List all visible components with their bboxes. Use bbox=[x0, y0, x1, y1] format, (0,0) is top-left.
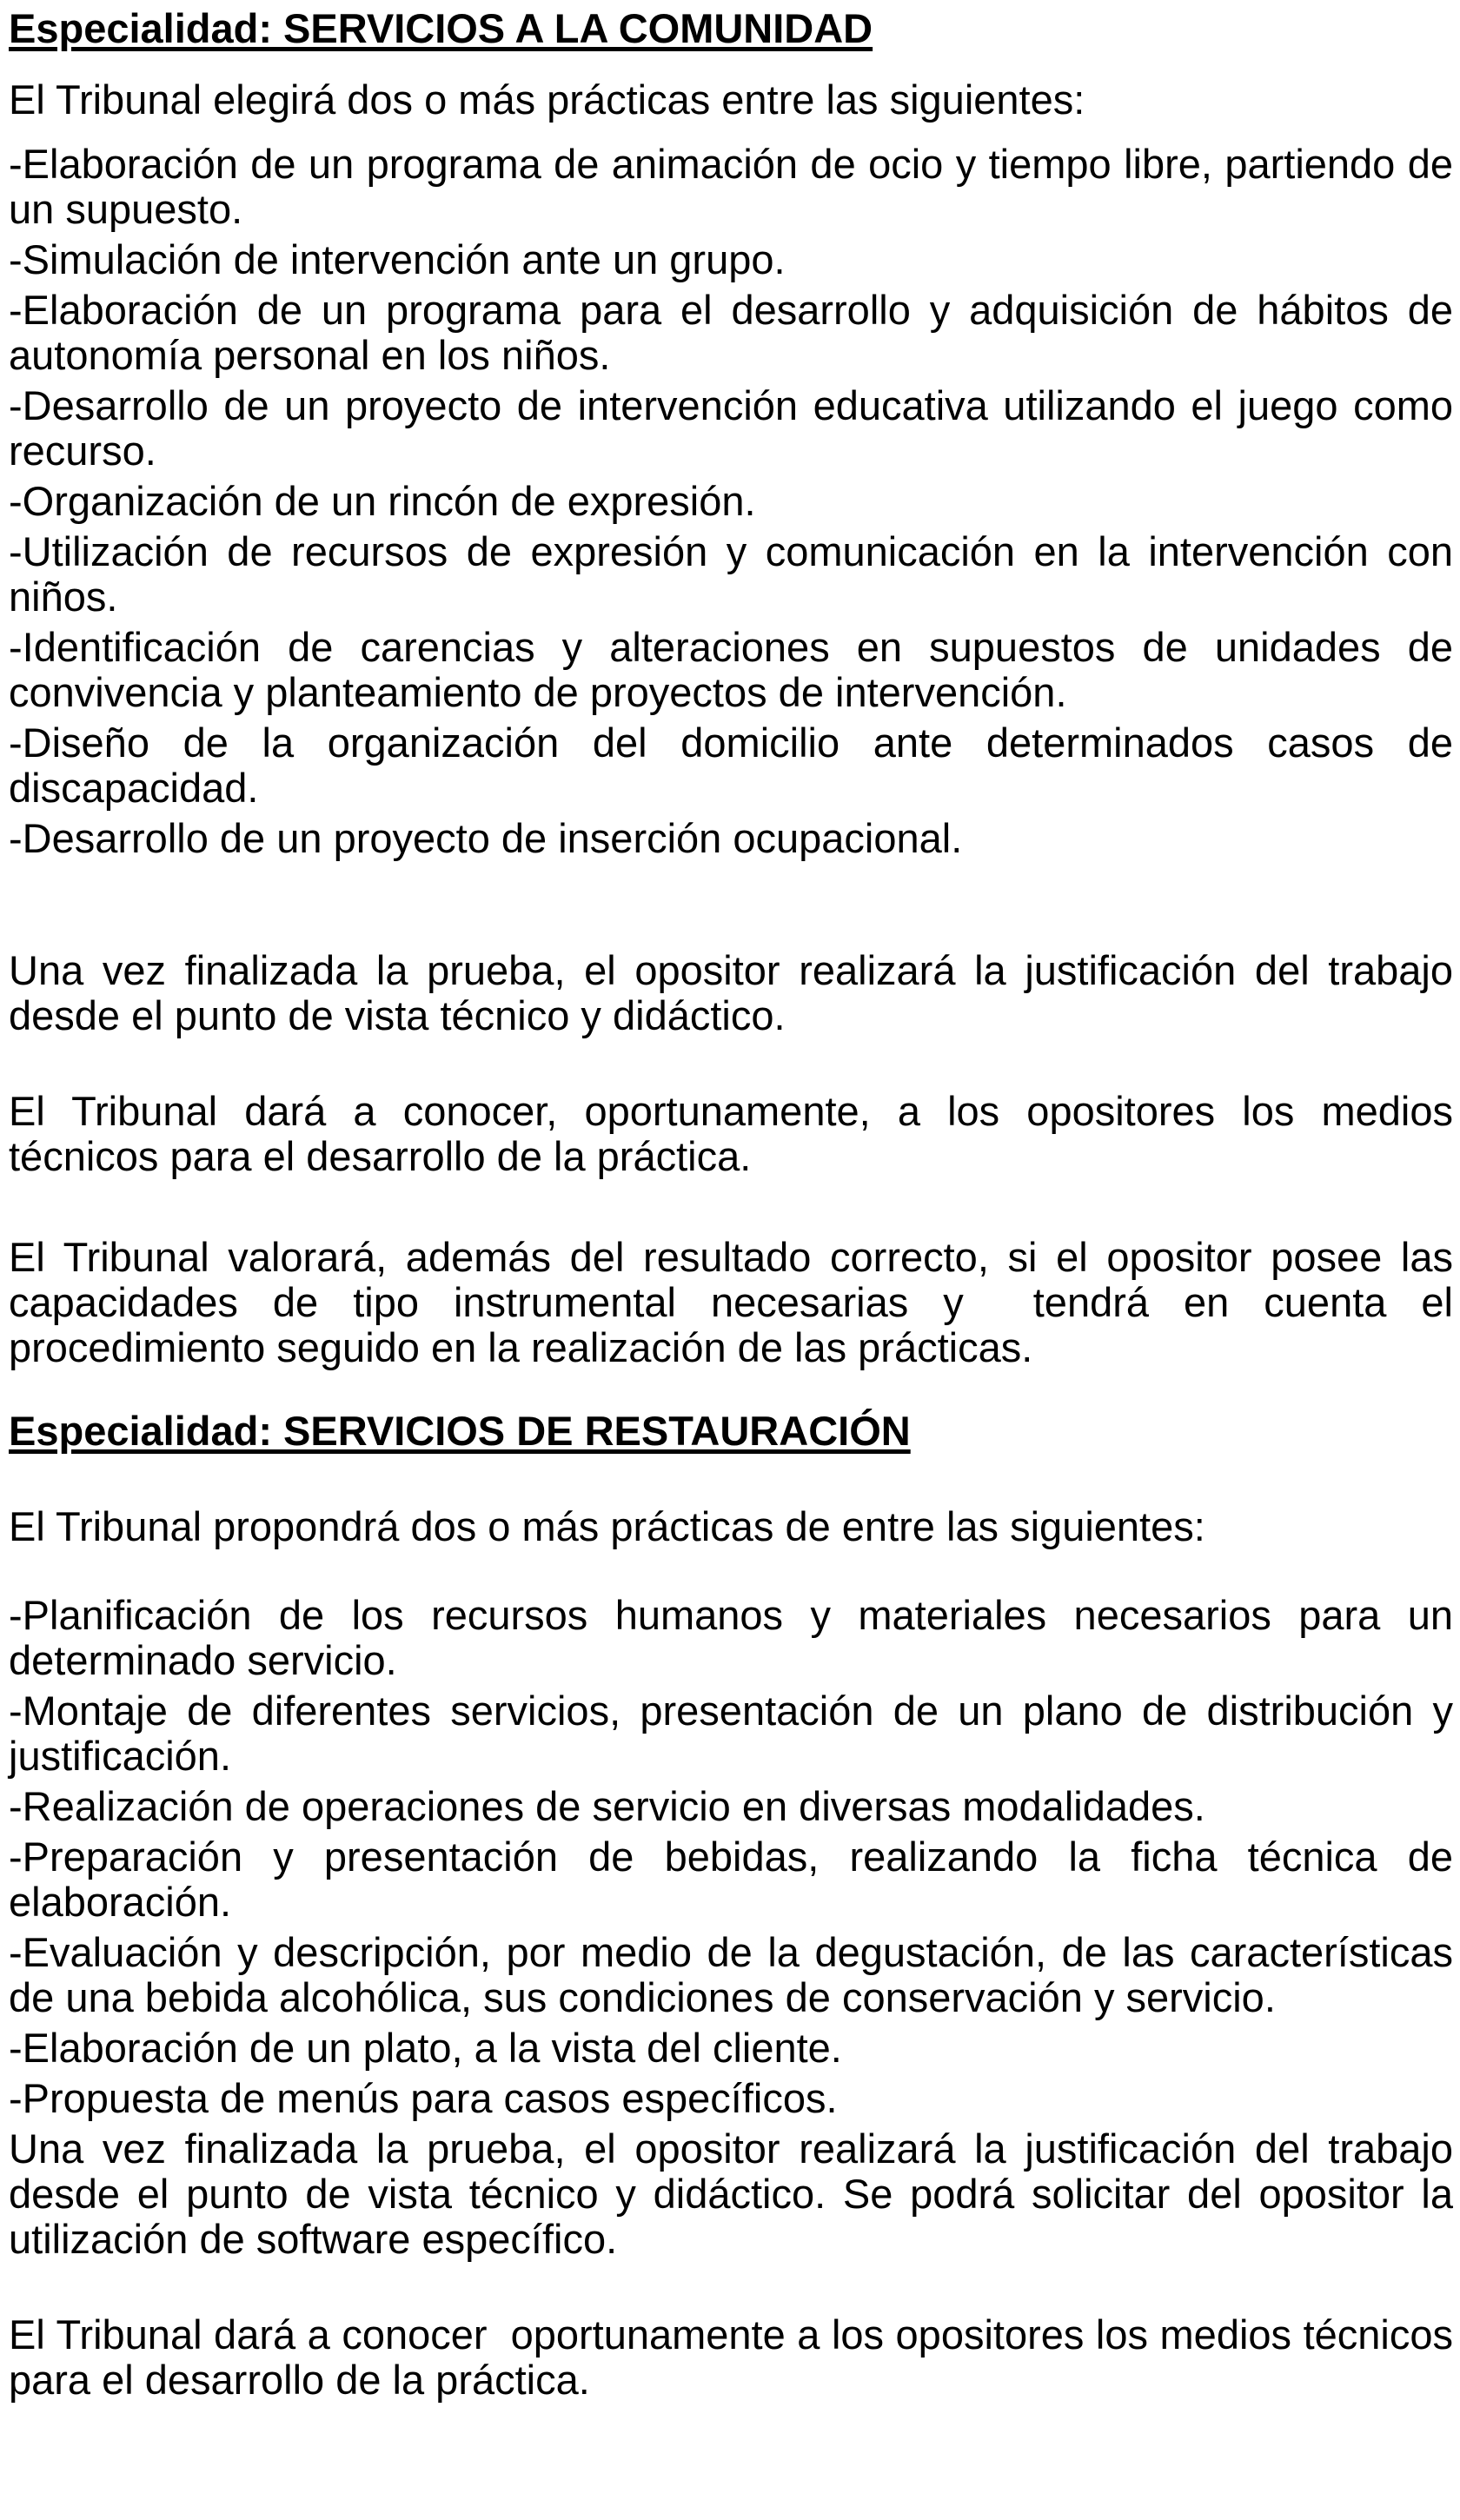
body-paragraph: El Tribunal valorará, además del resultado correcto, si el opositor posee las capacidades de tipo instrumental necesarias y tendrá en cuenta el procedimiento seguido en la realización de las prácticas. bbox=[9, 1234, 1453, 1370]
practices-list bbox=[9, 142, 1453, 861]
list-item: -Identificación de carencias y alteraciones en supuestos de unidades de convivencia y planteamiento de proyectos de intervención. bbox=[9, 624, 1453, 715]
list-item: -Elaboración de un plato, a la vista del cliente. bbox=[9, 2025, 842, 2071]
list-item: -Organización de un rincón de expresión. bbox=[9, 478, 756, 524]
list-item: -Desarrollo de un proyecto de intervención educativa utilizando el juego como recurso. bbox=[9, 382, 1453, 474]
body-paragraph: Una vez finalizada la prueba, el opositor realizará la justificación del trabajo desde el punto de vista técnico y didáctico. bbox=[9, 947, 1453, 1038]
section-servicios-restauracion bbox=[9, 1409, 1453, 2403]
list-item: -Elaboración de un programa de animación de ocio y tiempo libre, partiendo de un supuesto. bbox=[9, 141, 1453, 232]
practices-list bbox=[9, 1593, 1453, 2121]
intro-paragraph: El Tribunal propondrá dos o más prácticas de entre las siguientes: bbox=[9, 1503, 1205, 1549]
list-item: -Planificación de los recursos humanos y materiales necesarios para un determinado servicio. bbox=[9, 1592, 1453, 1683]
list-item: -Simulación de intervención ante un grupo. bbox=[9, 236, 786, 282]
intro-paragraph: El Tribunal elegirá dos o más prácticas entre las siguientes: bbox=[9, 76, 1085, 123]
list-item: -Realización de operaciones de servicio en diversas modalidades. bbox=[9, 1783, 1205, 1829]
body-paragraph: Una vez finalizada la prueba, el opositor realizará la justificación del trabajo desde el punto de vista técnico y didáctico. Se podrá solicitar del opositor la utilización de software específico. bbox=[9, 2125, 1453, 2262]
list-item: -Utilización de recursos de expresión y comunicación en la intervención con niños. bbox=[9, 528, 1453, 620]
section-servicios-comunidad bbox=[9, 6, 1453, 1370]
list-item: -Evaluación y descripción, por medio de la degustación, de las características de una bebida alcohólica, sus condiciones de conservación y servicio. bbox=[9, 1929, 1453, 2020]
body-paragraph: El Tribunal dará a conocer, oportunamente, a los opositores los medios técnicos para el desarrollo de la práctica. bbox=[9, 1088, 1453, 1179]
list-item: -Diseño de la organización del domicilio ante determinados casos de discapacidad. bbox=[9, 720, 1453, 811]
section-heading-text: Especialidad: SERVICIOS DE RESTAURACIÓN bbox=[9, 1408, 911, 1454]
list-item: -Propuesta de menús para casos específicos. bbox=[9, 2075, 838, 2121]
list-item: -Elaboración de un programa para el desarrollo y adquisición de hábitos de autonomía personal en los niños. bbox=[9, 287, 1453, 378]
list-item: -Desarrollo de un proyecto de inserción ocupacional. bbox=[9, 815, 963, 861]
body-paragraph: El Tribunal dará a conocer oportunamente a los opositores los medios técnicos para el desarrollo de la práctica. bbox=[9, 2311, 1453, 2403]
section-heading bbox=[9, 6, 1453, 51]
list-item: -Montaje de diferentes servicios, presentación de un plano de distribución y justificación. bbox=[9, 1688, 1453, 1779]
list-item: -Preparación y presentación de bebidas, realizando la ficha técnica de elaboración. bbox=[9, 1834, 1453, 1925]
section-heading-text: Especialidad: SERVICIOS A LA COMUNIDAD bbox=[9, 5, 873, 51]
section-heading bbox=[9, 1409, 1453, 1454]
